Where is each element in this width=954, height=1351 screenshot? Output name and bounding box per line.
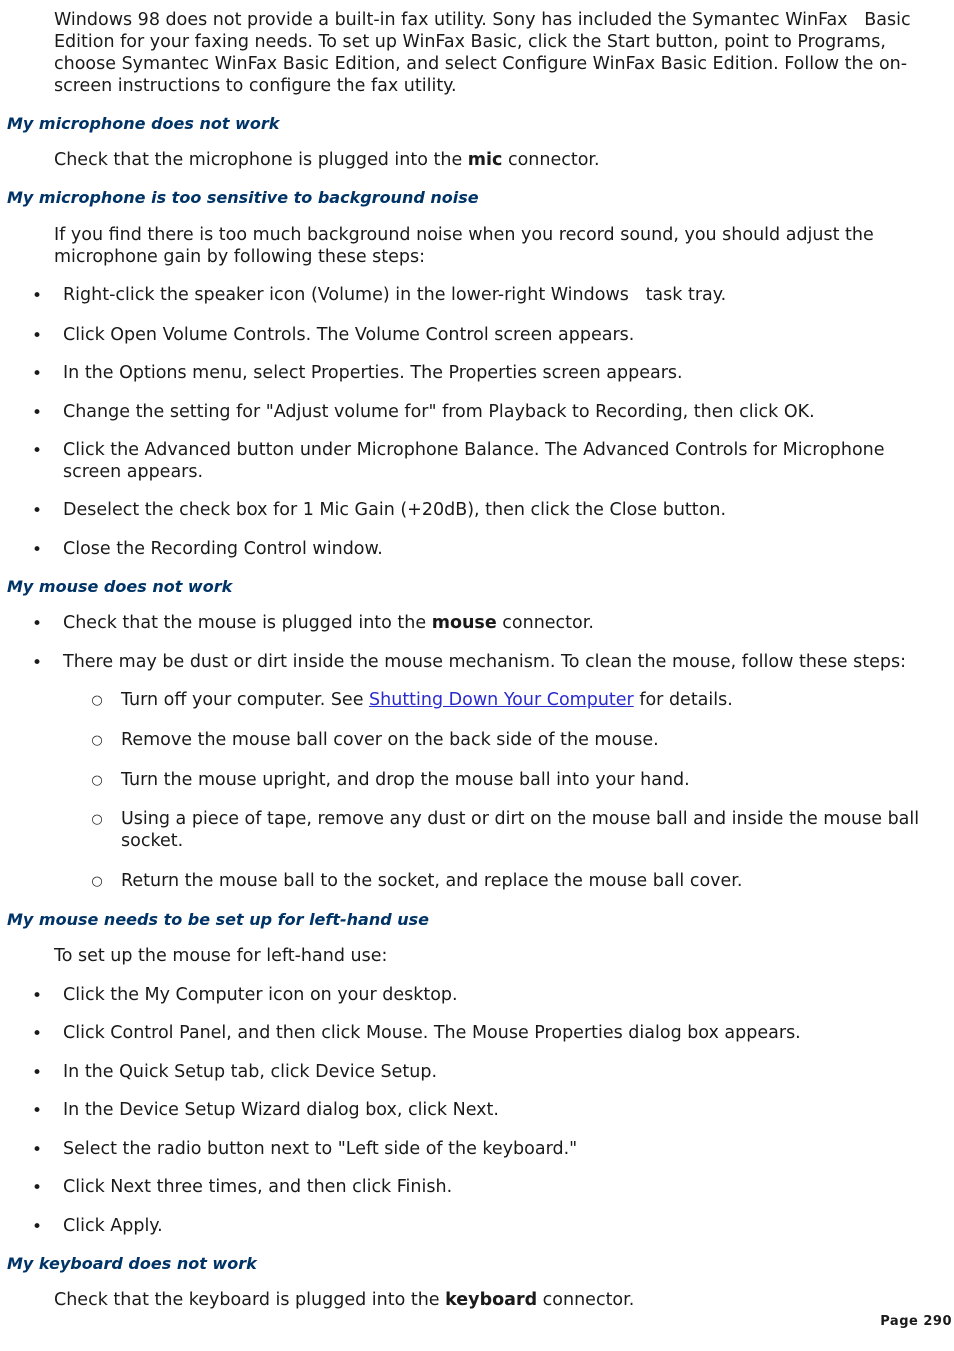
bullet-icon: •: [31, 1217, 43, 1237]
shutting-down-link[interactable]: Shutting Down Your Computer: [369, 690, 634, 710]
mouse-clean-step: Using a piece of tape, remove any dust or dirt on the mouse ball and inside the mouse ball socket.: [121, 809, 920, 851]
bullet-icon: •: [31, 326, 43, 346]
bullet-icon: •: [31, 653, 43, 673]
lefthand-step: Click Next three times, and then click Finish.: [63, 1177, 453, 1197]
circle-bullet-icon: ○: [91, 733, 103, 748]
bullet-icon: •: [31, 614, 43, 634]
heading-microphone-sensitive: My microphone is too sensitive to background noise: [7, 188, 479, 207]
bullet-icon: •: [31, 286, 43, 306]
page-number: Page 290: [880, 1314, 952, 1329]
lefthand-step: In the Device Setup Wizard dialog box, click Next.: [63, 1100, 499, 1120]
mouse-clean-step: Remove the mouse ball cover on the back side of the mouse.: [121, 730, 659, 750]
bullet-icon: •: [31, 364, 43, 384]
lefthand-step: Click Control Panel, and then click Mouse. The Mouse Properties dialog box appears.: [63, 1023, 801, 1043]
bullet-icon: •: [31, 501, 43, 521]
lefthand-step: Click Apply.: [63, 1216, 163, 1236]
bullet-icon: •: [31, 1140, 43, 1160]
mouse-clean-step: Return the mouse ball to the socket, and replace the mouse ball cover.: [121, 871, 743, 891]
heading-mouse-left-hand: My mouse needs to be set up for left-hand use: [7, 910, 430, 929]
bullet-icon: •: [31, 1024, 43, 1044]
fax-intro-paragraph: Windows 98 does not provide a built-in fax utility. Sony has included the Symantec WinFax Basic Edition for your faxing needs. To set up WinFax Basic, click the Start button, point to Programs, choose Symantec WinFax Basic Edition, and select Configure WinFax Basic Edition. Follow the on-screen instructions to configure the fax utility.: [54, 10, 911, 96]
mouse-dust-item: There may be dust or dirt inside the mouse mechanism. To clean the mouse, follow these steps:: [63, 652, 907, 672]
noise-step: In the Options menu, select Properties. The Properties screen appears.: [63, 363, 683, 383]
lefthand-step: Select the radio button next to "Left side of the keyboard.": [63, 1139, 578, 1159]
bullet-icon: •: [31, 1063, 43, 1083]
lefthand-intro-paragraph: To set up the mouse for left-hand use:: [54, 946, 388, 966]
bullet-icon: •: [31, 986, 43, 1006]
noise-intro-paragraph: If you find there is too much background noise when you record sound, you should adjust the microphone gain by following these steps:: [54, 225, 874, 267]
lefthand-step: Click the My Computer icon on your desktop.: [63, 985, 458, 1005]
mouse-connector-label: mouse: [431, 613, 497, 633]
heading-keyboard-not-working: My keyboard does not work: [7, 1254, 257, 1273]
lefthand-step: In the Quick Setup tab, click Device Setup.: [63, 1062, 438, 1082]
noise-step: Right-click the speaker icon (Volume) in the lower-right Windows task tray.: [63, 285, 727, 305]
keyboard-check-paragraph: Check that the keyboard is plugged into the keyboard connector.: [54, 1290, 635, 1310]
circle-bullet-icon: ○: [91, 773, 103, 788]
mic-connector-label: mic: [467, 150, 503, 170]
noise-step: Deselect the check box for 1 Mic Gain (+20dB), then click the Close button.: [63, 500, 727, 520]
mouse-clean-step: Turn the mouse upright, and drop the mouse ball into your hand.: [121, 770, 690, 790]
noise-step: Close the Recording Control window.: [63, 539, 383, 559]
circle-bullet-icon: ○: [91, 693, 103, 708]
heading-mouse-not-working: My mouse does not work: [7, 577, 233, 596]
bullet-icon: •: [31, 403, 43, 423]
mic-check-paragraph: Check that the microphone is plugged into the mic connector.: [54, 150, 600, 170]
bullet-icon: •: [31, 441, 43, 461]
bullet-icon: •: [31, 1101, 43, 1121]
mouse-check-item: Check that the mouse is plugged into the mouse connector.: [63, 613, 594, 633]
keyboard-connector-label: keyboard: [445, 1290, 538, 1310]
circle-bullet-icon: ○: [91, 874, 103, 889]
noise-step: Change the setting for "Adjust volume for" from Playback to Recording, then click OK.: [63, 402, 815, 422]
noise-step: Click the Advanced button under Microphone Balance. The Advanced Controls for Microphone screen appears.: [63, 440, 885, 482]
bullet-icon: •: [31, 540, 43, 560]
mouse-clean-step: Turn off your computer. See Shutting Down Your Computer for details.: [121, 690, 733, 710]
circle-bullet-icon: ○: [91, 812, 103, 827]
noise-step: Click Open Volume Controls. The Volume Control screen appears.: [63, 325, 635, 345]
bullet-icon: •: [31, 1178, 43, 1198]
heading-microphone-not-working: My microphone does not work: [7, 114, 280, 133]
